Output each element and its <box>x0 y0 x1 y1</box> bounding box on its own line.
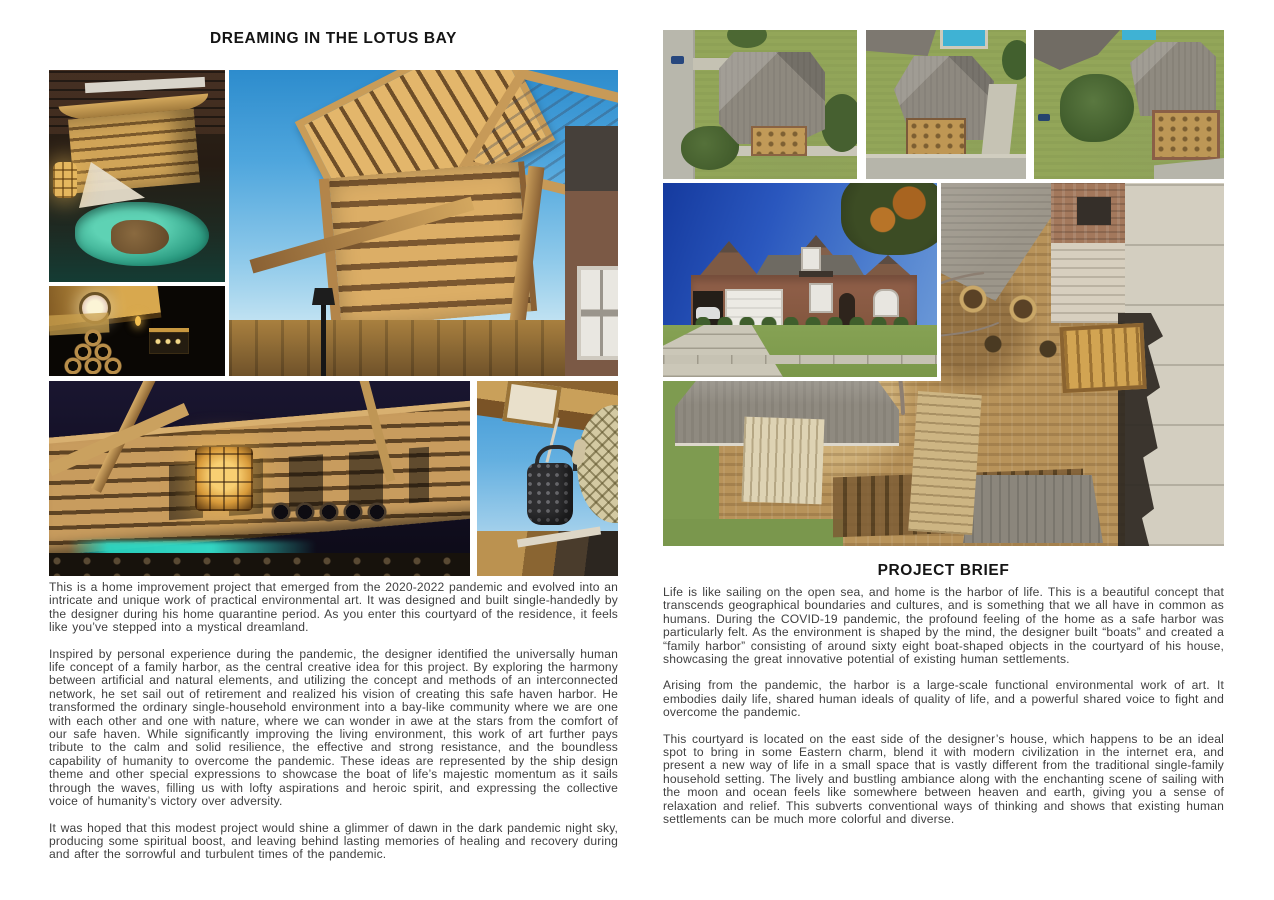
photo-hanging-lantern-sky <box>477 381 618 576</box>
photo-night-boat-structure <box>49 381 470 576</box>
glowing-lantern <box>53 162 77 198</box>
photo-house-front <box>663 183 941 381</box>
tree <box>1002 40 1026 80</box>
gray-shed-roof <box>963 475 1103 543</box>
parked-car <box>1038 114 1050 121</box>
photo-wooden-tower-sky <box>229 70 618 376</box>
wood-deck <box>229 320 618 376</box>
house-roof <box>1130 42 1216 116</box>
window <box>801 247 821 271</box>
window <box>809 283 833 313</box>
gravel-ground <box>49 553 470 576</box>
parked-car <box>671 56 684 64</box>
balcony-rail <box>799 271 833 277</box>
street <box>1154 158 1224 179</box>
grass-strip <box>663 519 843 546</box>
tree <box>821 94 857 152</box>
lamp-pole <box>321 302 326 376</box>
left-page-title: DREAMING IN THE LOTUS BAY <box>210 30 457 47</box>
sidewalk <box>663 355 937 364</box>
arched-window <box>873 289 899 317</box>
street <box>866 158 1026 179</box>
tree <box>727 30 767 48</box>
courtyard-woodwork <box>1152 110 1220 160</box>
amber-lantern-grid <box>195 447 253 511</box>
photo-aerial-house-pool <box>866 30 1026 179</box>
distant-lights <box>153 338 185 345</box>
photo-night-ceiling-light <box>49 286 225 376</box>
pavilion-panel <box>502 381 561 429</box>
neighbor-roof <box>866 30 936 56</box>
pale-board-structure <box>742 417 825 505</box>
right-page-body <box>663 586 1224 840</box>
paragraph: This is a home improvement project that emerged from the 2020-2022 pandemic and evolved into an intricate and unique work of practical environmental art. It was designed and built single-handedly by the designer during his home quarantine period. As you enter this courtyard of the residence, it feels like you’ve stepped into a mystical dreamland. <box>49 580 618 635</box>
swimming-pool <box>940 30 988 49</box>
courtyard-woodwork <box>906 118 966 156</box>
paragraph: Arising from the pandemic, the harbor is a large-scale functional environmental work of art. It embodies daily life, shared human ideals of quality of life, and a powerful shared voice to fight and overcome the pandemic. <box>663 678 1224 720</box>
bottle-rack <box>269 499 389 525</box>
courtyard-woodwork <box>751 126 807 156</box>
photo-night-courtyard-pool <box>49 70 225 282</box>
wood-island <box>111 220 169 254</box>
woven-basket-lantern <box>527 463 573 525</box>
left-page-body <box>49 581 618 875</box>
paragraph: Inspired by personal experience during the pandemic, the designer identified the universally human life concept of a family harbor, as the central creative idea for this project. By exploring the harmony between artificial and natural elements, and utilizing the concept and methods of an interconnected network, he set sail out of retirement and realized his vision of creating this safe haven harbor. He transformed the ordinary single-household environment into a bay-like community where we are one with each other and one with nature, where we can wonder in awe at the stars from the comfort of our safe haven. While significantly improving the living environment, this work of art further pays tribute to the calm and solid resilience, the effective and strong resistance, and the boundless capability of humanity to overcome the pandemic. These ideas are represented by the ship design theme and other special expressions to showcase the boat of life’s majestic momentum as it sails through the waves, filling us with lofty aspirations and heroic spirit, and expressing the collective voice of humanity’s victory over adversity. <box>49 646 618 809</box>
stacked-log-pipes <box>57 326 141 374</box>
dark-window <box>1077 197 1111 225</box>
paragraph: It was hoped that this modest project would shine a glimmer of dawn in the dark pandemic night sky, producing some spiritual boost, and leaving behind lasting memories of healing and recovery during and after the sorrowful and turbulent times of the pandemic. <box>49 820 618 862</box>
autumn-tree <box>841 183 941 255</box>
left-gable <box>697 241 761 279</box>
right-page-title: PROJECT BRIEF <box>877 562 1010 579</box>
lamp-head <box>312 288 335 305</box>
paragraph: This courtyard is located on the east side of the designer’s house, which happens to be an ideal spot to bring in some Eastern charm, blend it with modern civilization in the internet era, and present a new way of life in a small space that is vastly different from the traditional single-family household setting. The lively and bustling ambiance along with the enchanting scene of sailing with the moon and ocean feels like somewhere between heaven and earth, giving you a sense of relaxation and relief. This subverts conventional ways of thinking and shows that existing human settlements can be much more colorful and diverse. <box>663 731 1224 827</box>
paragraph: Life is like sailing on the open sea, and home is the harbor of life. This is a beautiful concept that transcends geographical boundaries and cultures, and is something that we all have in common as humans. During the COVID-19 pandemic, the profound feeling of the home as a safe harbor was particularly felt. As the environment is shaped by the mind, the designer built “boats” and created a “family harbor” consisting of around sixty eight boat-shaped objects in the courtyard of his house, showcasing the great innovative potential of existing human settlements. <box>663 585 1224 667</box>
torch-flame <box>135 316 141 326</box>
swimming-pool <box>1122 30 1156 40</box>
house-window <box>577 266 618 360</box>
photo-aerial-house-trees <box>1034 30 1224 179</box>
photo-aerial-house-street <box>663 30 857 179</box>
neighbor-roof <box>1034 30 1120 70</box>
large-tree <box>1060 74 1134 142</box>
